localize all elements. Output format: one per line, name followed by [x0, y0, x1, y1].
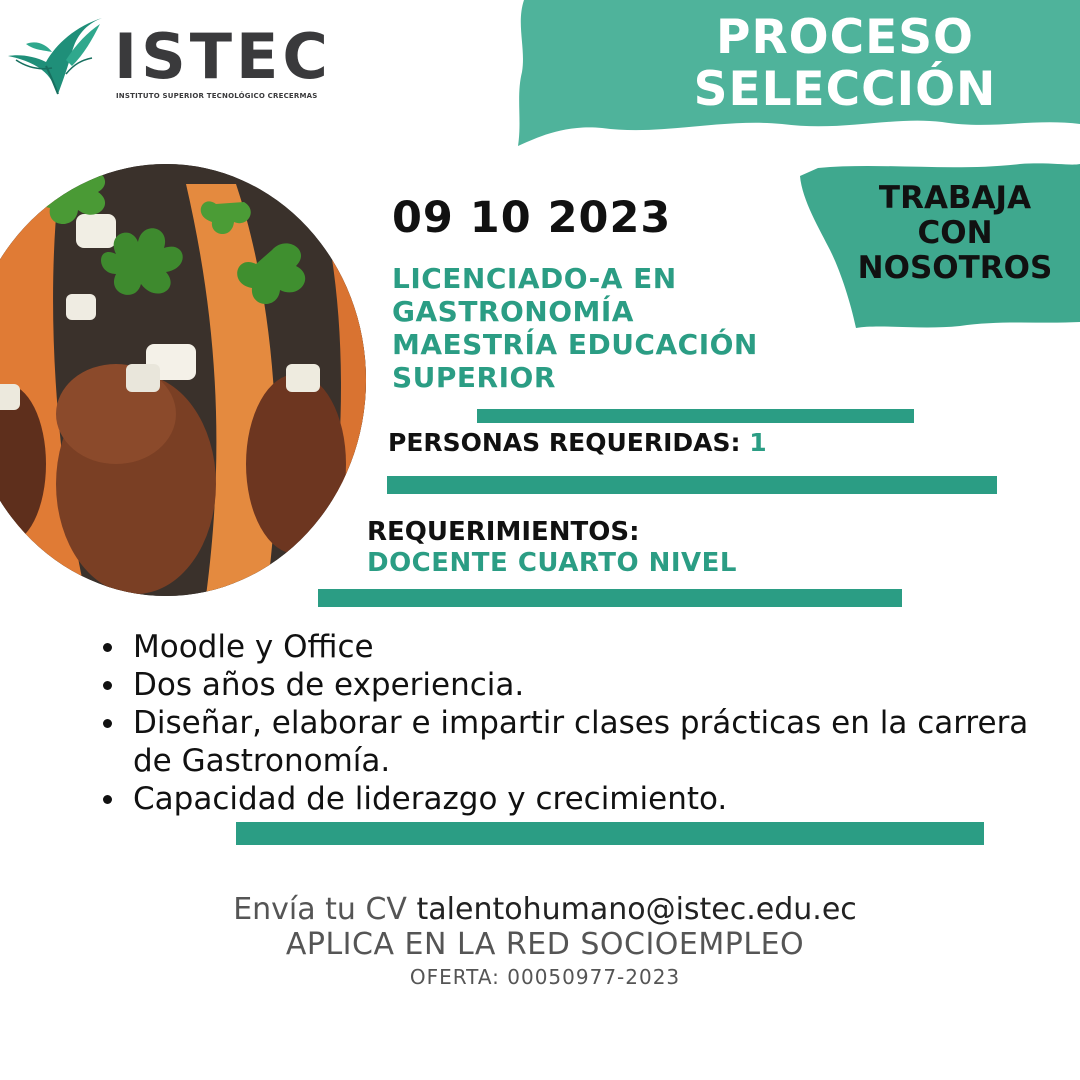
- cta-line-3: NOSOTROS: [857, 250, 1053, 286]
- divider-2: [387, 476, 997, 494]
- leaf-hummingbird-icon: [6, 14, 106, 104]
- persons-label: PERSONAS REQUERIDAS:: [388, 428, 741, 457]
- requirements-list: [103, 628, 1063, 818]
- email-link[interactable]: talentohumano@istec.edu.ec: [416, 892, 857, 927]
- send-cv-line: [0, 892, 1080, 928]
- list-item: Diseñar, elaborar e impartir clases prácticas en la carrera de Gastronomía.: [103, 704, 1063, 780]
- list-item: Dos años de experiencia.: [103, 666, 1063, 704]
- position-line-1: LICENCIADO-A EN: [392, 262, 677, 295]
- logo-subtitle: INSTITUTO SUPERIOR TECNOLÓGICO CRECERMAS: [116, 92, 318, 100]
- banner-line-1: PROCESO: [716, 10, 974, 65]
- list-item: Capacidad de liderazgo y crecimiento.: [103, 780, 1063, 818]
- position-line-3: MAESTRÍA EDUCACIÓN: [392, 328, 758, 361]
- send-cv-label: Envía tu CV: [233, 892, 407, 927]
- cta-line-2: CON: [917, 215, 993, 251]
- divider-3: [318, 589, 902, 607]
- offer-number: OFERTA: 00050977-2023: [409, 965, 681, 989]
- cta-line-1: TRABAJA: [878, 180, 1032, 216]
- posting-date: 09 10 2023: [392, 193, 672, 243]
- banner-line-2: SELECCIÓN: [693, 62, 997, 117]
- selection-banner-title: [600, 12, 1080, 116]
- position-line-4: SUPERIOR: [392, 361, 556, 394]
- tacos-photo: [0, 164, 366, 596]
- list-item: Moodle y Office: [103, 628, 1063, 666]
- persons-required: [388, 428, 767, 457]
- position-line-2: GASTRONOMÍA: [392, 295, 634, 328]
- requirements-title: REQUERIMIENTOS:: [367, 517, 640, 547]
- persons-count: 1: [749, 428, 767, 457]
- divider-4: [236, 822, 984, 845]
- work-with-us-text: [850, 181, 1060, 286]
- istec-logo: [6, 14, 332, 104]
- footer: [0, 892, 1080, 992]
- logo-wordmark: ISTEC: [114, 20, 332, 93]
- requirements-subtitle: DOCENTE CUARTO NIVEL: [367, 548, 737, 578]
- divider-1: [477, 409, 914, 423]
- position-title: [392, 262, 758, 394]
- apply-line: APLICA EN LA RED SOCIOEMPLEO: [285, 927, 805, 962]
